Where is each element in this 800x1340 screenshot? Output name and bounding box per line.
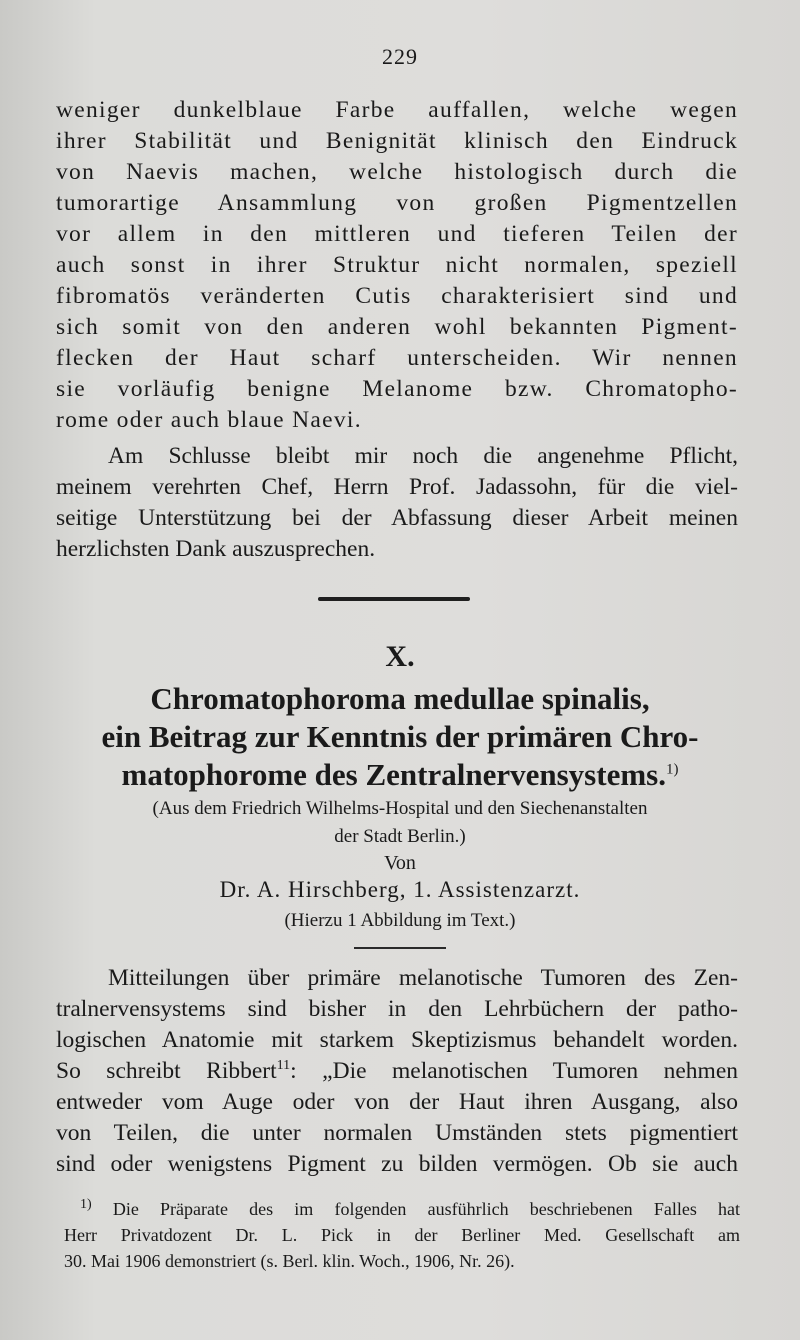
title-line: matophorome des Zentralnervensystems. [121,757,666,792]
text-line: auch sonst in ihrer Struktur nicht normalen, speziell [56,252,738,278]
figure-note: (Hierzu 1 Abbildung im Text.) [284,910,516,931]
footnote-text: Die Präparate des im folgenden ausführlich beschriebenen Falles hat [112,1199,740,1219]
title-line: ein Beitrag zur Kenntnis der primären Chro- [101,719,699,754]
text-fragment: So schreibt Ribbert [56,1058,277,1084]
affiliation [0,795,800,851]
by-line: Von [384,852,416,874]
text-line: entweder vom Auge oder von der Haut ihren Ausgang, also [56,1089,738,1115]
title-line: Chromatophoroma medullae spinalis, [150,681,650,716]
text-line: sind oder wenigstens Pigment zu bilden vermögen. Ob sie auch [56,1151,738,1177]
affiliation-line: (Aus dem Friedrich Wilhelms-Hospital und den Siechenanstalten [152,798,648,819]
affiliation-line: der Stadt Berlin.) [334,826,466,847]
section-number: X. [385,640,415,673]
paragraph-acknowledgement [56,441,738,565]
text-line: tralnervensystems sind bisher in den Lehrbüchern der patho- [56,996,738,1022]
text-line [56,1056,738,1087]
footnote-line: 30. Mai 1906 demonstriert (s. Berl. klin. Woch., 1906, Nr. 26). [64,1251,515,1271]
text-line: rome oder auch blaue Naevi. [56,407,362,433]
article-title [40,680,760,794]
footnote-marker: 1) [80,1197,92,1212]
footnote-marker: 1) [665,761,679,778]
text-line: weniger dunkelblaue Farbe auffallen, welche wegen [56,97,738,123]
text-line: logischen Anatomie mit starkem Skeptizismus behandelt worden. [56,1027,738,1053]
footnote-line [64,1196,740,1222]
text-line: meinem verehrten Chef, Herrn Prof. Jadassohn, für die viel- [56,474,738,500]
text-line: fibromatös veränderten Cutis charakterisiert sind und [56,283,738,309]
text-line: tumorartige Ansammlung von großen Pigmentzellen [56,190,738,216]
title-line-last [40,756,760,794]
footnote [64,1196,740,1274]
text-line: sie vorläufig benigne Melanome bzw. Chromatopho- [56,376,738,402]
text-line: sich somit von den anderen wohl bekannten Pigment- [56,314,738,340]
text-line: herzlichsten Dank auszusprechen. [56,536,376,562]
author: Dr. A. Hirschberg, 1. Assistenzarzt. [219,877,581,902]
text-line: Mitteilungen über primäre melanotische Tumoren des Zen- [108,965,738,991]
text-line: ihrer Stabilität und Benignität klinisch den Eindruck [56,128,738,154]
text-line: von Naevis machen, welche histologisch durch die [56,159,738,185]
text-line: vor allem in den mittleren und tieferen Teilen der [56,221,738,247]
text-line: Am Schlusse bleibt mir noch die angenehme Pflicht, [108,443,738,469]
paragraph-introduction [56,963,738,1180]
text-fragment: : „Die melanotischen Tumoren nehmen [290,1058,738,1084]
text-line: seitige Unterstützung bei der Abfassung dieser Arbeit meinen [56,505,738,531]
text-line: von Teilen, die unter normalen Umständen stets pigmentiert [56,1120,738,1146]
paragraph-naevi [56,95,738,436]
page-number: 229 [382,44,418,69]
citation-number: 11 [276,1058,291,1074]
footnote-line: Herr Privatdozent Dr. L. Pick in der Berliner Med. Gesellschaft am [64,1225,740,1245]
text-line: flecken der Haut scharf unterscheiden. Wir nennen [56,345,738,371]
section-divider [318,597,470,601]
title-divider [354,947,446,949]
